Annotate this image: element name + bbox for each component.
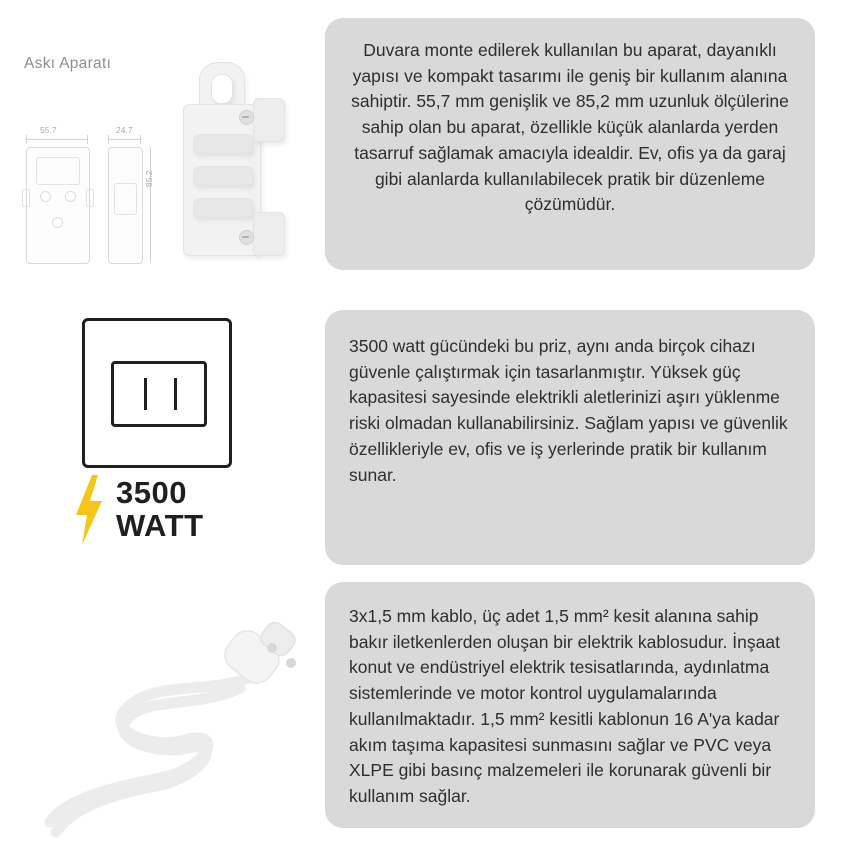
dim-line-height — [150, 147, 151, 262]
dimension-depth: 24.7 — [116, 125, 133, 135]
side-view-slot — [114, 183, 137, 215]
mount-hole — [65, 191, 76, 202]
wattage-unit: WATT — [116, 508, 204, 543]
dim-line-width — [26, 139, 88, 140]
section-power — [0, 300, 815, 565]
description-card-power: 3500 watt gücündeki bu priz, aynı anda birçok cihazı güvenle çalıştırmak için tasarlanmıştır. Yüksek güç kapasitesi sayesinde elektrikli aletlerinizi aşırı yüklenme riski olmadan kullanabilirsiniz. Sağlam yapısı ve güvenlik özellikleriyle ev, ofis ve iş yerlerinde pratik bir kullanım sunar. — [325, 310, 815, 565]
bracket-arm-top — [253, 98, 285, 142]
wattage-value: 3500 — [116, 475, 187, 511]
wall-bracket-render — [165, 62, 315, 267]
mount-hole — [40, 191, 51, 202]
bracket-arm-bottom — [253, 212, 285, 256]
technical-drawing — [18, 125, 158, 265]
power-visual — [0, 300, 325, 565]
bracket-rib — [193, 134, 253, 154]
screw-icon — [239, 230, 254, 245]
bracket-hook-opening — [211, 74, 233, 104]
socket-icon — [82, 318, 232, 468]
bracket-rib — [193, 166, 253, 186]
socket-pin-right — [174, 378, 177, 410]
dimension-width: 55.7 — [40, 125, 57, 135]
description-card-hanger: Duvara monte edilerek kullanılan bu aparat, dayanıklı yapısı ve kompakt tasarımı ile geniş bir kullanım alanına sahiptir. 55,7 mm genişlik ve 85,2 mm uzunluk ölçülerine sahip olan bu aparat, özellikle küçük alanlarda yerden tasarruf sağlamak amacıyla idealdir. Ev, ofis ya da garaj gibi alanlarda kullanılabilecek pratik bir düzenleme çözümüdür. — [325, 18, 815, 270]
wattage-badge — [72, 475, 204, 545]
cable-visual — [0, 580, 325, 850]
dim-tick-right — [140, 135, 141, 144]
dim-tick-left — [108, 135, 109, 144]
dim-tick-right — [87, 135, 88, 144]
mount-hole — [52, 217, 63, 228]
socket-pin-left — [144, 378, 147, 410]
dim-tick-left — [26, 135, 27, 144]
description-card-cable: 3x1,5 mm kablo, üç adet 1,5 mm² kesit alanına sahip bakır iletkenlerden oluşan bir elektrik kablosudur. İnşaat konut ve endüstriyel elektrik tesisatlarında, aydınlatma sistemlerinde ve motor kontrol uygulamalarında kullanılmaktadır. 1,5 mm² kesitli kablonun 16 A'ya kadar akım taşıma kapasitesi sunmasını sağlar ve PVC veya XLPE gibi basınç malzemeleri ile korunarak güvenli bir kullanım sağlar. — [325, 582, 815, 828]
section-cable — [0, 580, 815, 850]
front-view-slot — [36, 157, 80, 185]
lightning-bolt-icon — [72, 475, 106, 545]
wattage-text-block — [116, 477, 204, 543]
dimension-height: 85.2 — [144, 170, 154, 187]
hanger-visual — [0, 0, 325, 285]
socket-inner-outline — [111, 361, 207, 427]
bracket-rib — [193, 198, 253, 218]
side-tab — [22, 189, 30, 207]
dim-line-depth — [108, 139, 141, 140]
section-hanger — [0, 0, 815, 285]
side-tab — [86, 189, 94, 207]
section-label-hanger: Askı Aparatı — [24, 55, 112, 72]
power-cable-icon — [10, 600, 320, 845]
screw-icon — [239, 110, 254, 125]
